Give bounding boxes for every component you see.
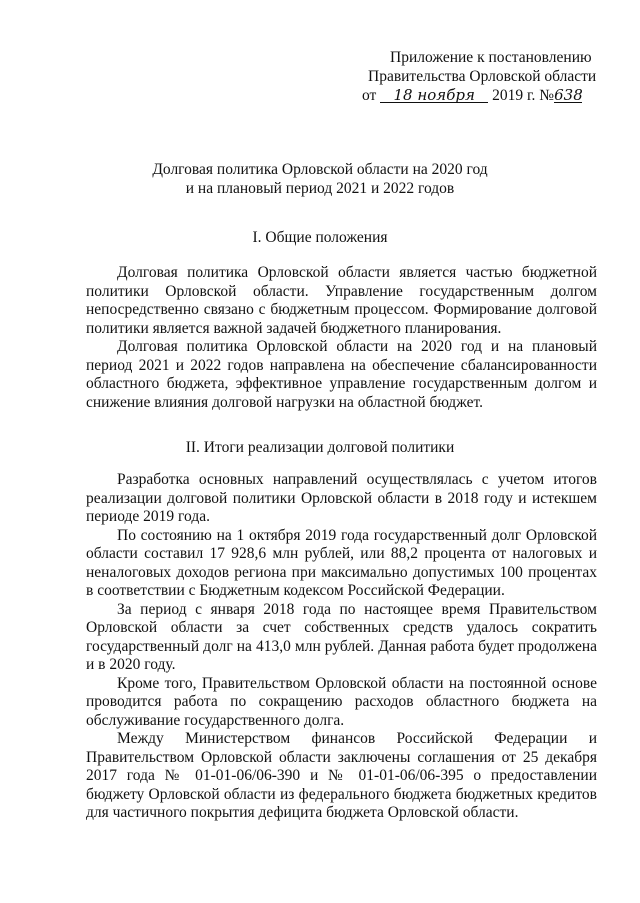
appendix-header bbox=[362, 48, 602, 105]
paragraph: За период с января 2018 года по настоящее время Правительством Орловской области за счет собственных средств удалось сократить государственный долг на 413,0 млн рублей. Данная работа будет продолжена и в 2020 году. bbox=[86, 600, 597, 673]
paragraph: Кроме того, Правительством Орловской области на постоянной основе проводится работа по сокращению расходов областного бюджета на обслуживание государственного долга. bbox=[86, 674, 597, 729]
date-prefix: от bbox=[362, 87, 377, 104]
appendix-date-line bbox=[362, 86, 602, 105]
paragraph: Разработка основных направлений осуществлялась с учетом итогов реализации долговой политики Орловской области в 2018 году и истекшем периоде 2019 года. bbox=[86, 471, 597, 525]
year-and-number-label: 2019 г. № bbox=[492, 87, 555, 104]
paragraph: Долговая политика Орловской области является частью бюджетной политики Орловской области. Управление государственным долгом непосредственно связано с бюджетным процессом. Формирование долговой политики является важной задачей бюджетного планирования. bbox=[86, 264, 597, 337]
title-line-2: и на плановый период 2021 и 2022 годов bbox=[185, 180, 455, 197]
section-1-body bbox=[86, 264, 597, 412]
appendix-line-2: Правительства Орловской области bbox=[368, 68, 597, 85]
paragraph: По состоянию на 1 октября 2019 года государственный долг Орловской области составил 17 928,6 млн рублей, или 88,2 процента от налоговых и неналоговых доходов региона при максимально допустимых 100 процентах в соответствии с Бюджетным кодексом Российской Федерации. bbox=[86, 526, 597, 599]
handwritten-number: 638 bbox=[554, 86, 583, 104]
paragraph: Долговая политика Орловской области на 2020 год и на плановый период 2021 и 2022 годов направлена на обеспечение сбалансированности областного бюджета, эффективное управление государственным долгом и снижение влияния долговой нагрузки на областной бюджет. bbox=[86, 338, 597, 411]
section-2-body bbox=[86, 471, 597, 823]
section-1-heading: I. Общие положения bbox=[252, 229, 388, 246]
section-2-heading: II. Итоги реализации долговой политики bbox=[185, 439, 455, 456]
title-line-1: Долговая политика Орловской области на 2020 год bbox=[152, 161, 488, 178]
appendix-line-1: Приложение к постановлению bbox=[390, 49, 592, 66]
document-title bbox=[0, 160, 640, 198]
handwritten-date: 18 ноября bbox=[380, 88, 488, 103]
paragraph: Между Министерством финансов Российской Федерации и Правительством Орловской области заключены соглашения от 25 декабря 2017 года № 01-01-06/06-390 и № 01-01-06/06-395 о предоставлении бюджету Орловской области из федерального бюджета бюджетных кредитов для частичного покрытия дефицита бюджета Орловской области. bbox=[86, 730, 597, 821]
